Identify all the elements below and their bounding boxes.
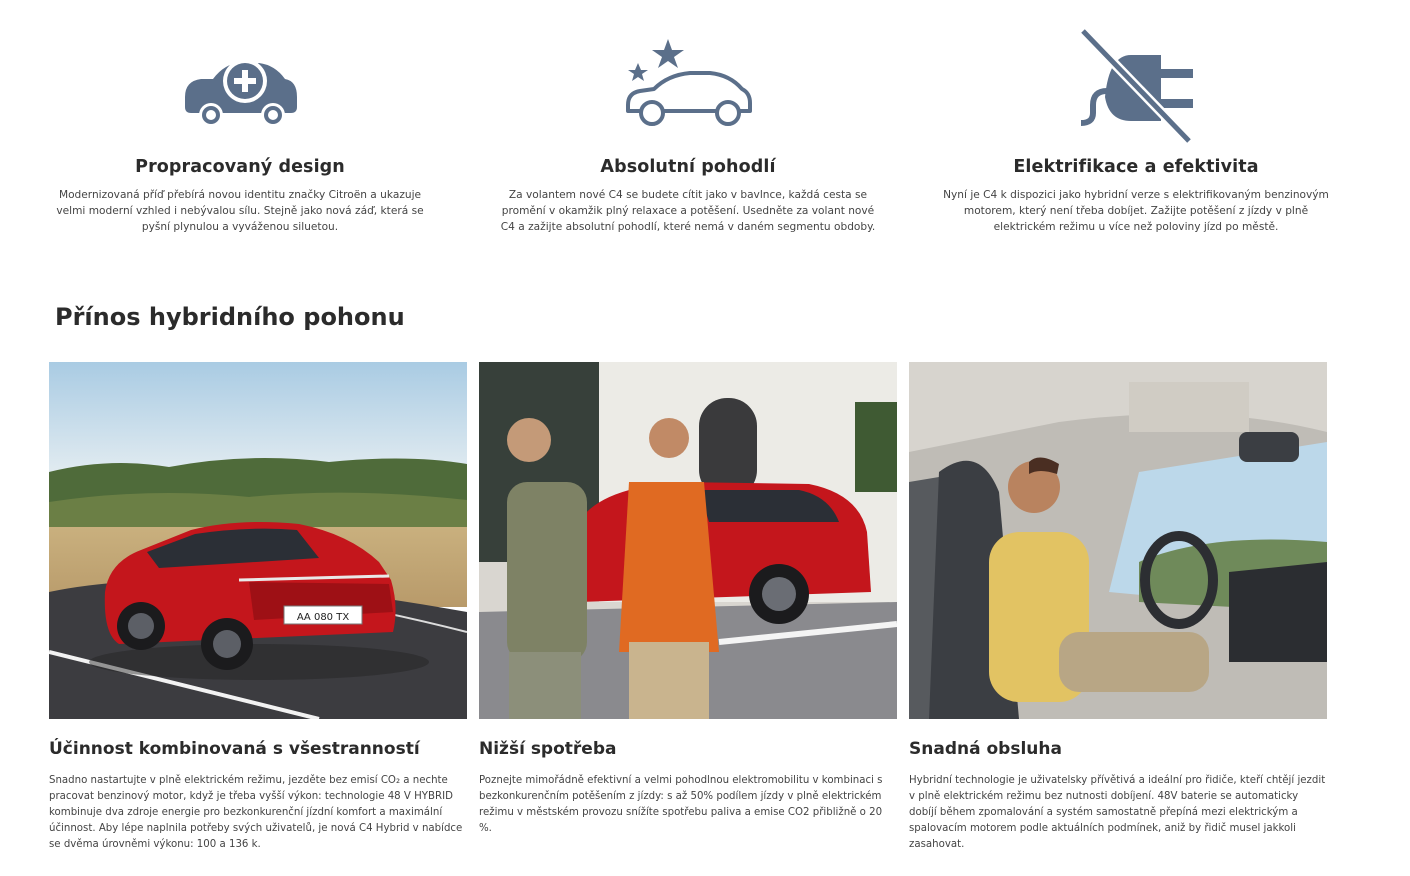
car-plus-icon: [40, 22, 440, 147]
feature-text: Modernizovaná příď přebírá novou identitu značky Citroën a ukazuje velmi moderní vzhled i nebývalou sílu. Stejně jako nová záď, která se pyšní plynulou a vyváženou siluetou.: [56, 189, 424, 233]
card-title: Účinnost kombinovaná s všestranností: [49, 739, 420, 759]
plug-crossed-icon: [936, 22, 1336, 147]
feature-comfort: [488, 22, 888, 235]
feature-title: Elektrifikace a efektivita: [1013, 157, 1259, 177]
license-plate: AA 080 TX: [296, 612, 350, 623]
card-text: Poznejte mimořádně efektivní a velmi pohodlnou elektromobilitu v kombinaci s bezkonkurenčním potěšením z jízdy: s až 50% podílem jízdy v plně elektrickém režimu v městském provozu snížíte spotřebu paliva a emise CO2 přibližně o 20 %.: [479, 775, 883, 834]
photo-red-car-road: [49, 362, 467, 719]
card-title: Nižší spotřeba: [479, 739, 617, 759]
card-title: Snadná obsluha: [909, 739, 1062, 759]
section-title: Přínos hybridního pohonu: [55, 303, 405, 331]
feature-text: Nyní je C4 k dispozici jako hybridní verze s elektrifikovaným benzinovým motorem, který není třeba dobíjet. Zažijte potěšení z jízdy v plně elektrickém režimu u více než poloviny jízd po městě.: [943, 189, 1329, 233]
photo-couple-walking: [479, 362, 897, 719]
card-text: Snadno nastartujte v plně elektrickém režimu, jezděte bez emisí CO₂ a nechte pracovat benzinový motor, když je třeba vyšší výkon: technologie 48 V HYBRID kombinuje dva zdroje energie pro bezkonkurenční jízdní komfort a maximální účinnost. Aby lépe naplnila potřeby svých uživatelů, je nová C4 Hybrid v nabídce se dvěma úrovněmi výkonu: 100 a 136 k.: [49, 775, 463, 850]
hybrid-card-ease: [909, 362, 1327, 853]
hybrid-card-consumption: [479, 362, 897, 837]
hybrid-card-efficiency: [49, 362, 467, 853]
feature-design: [40, 22, 440, 235]
photo-driver-interior: [909, 362, 1327, 719]
feature-title: Absolutní pohodlí: [600, 157, 776, 177]
feature-text: Za volantem nové C4 se budete cítit jako v bavlnce, každá cesta se promění v okamžik plný relaxace a potěšení. Usedněte za volant nové C4 a zažijte absolutní pohodlí, které nemá v daném segmentu obdoby.: [500, 189, 876, 233]
car-stars-icon: [488, 22, 888, 147]
feature-title: Propracovaný design: [135, 157, 345, 177]
card-text: Hybridní technologie je uživatelsky přívětivá a ideální pro řidiče, kteří chtějí jezdit v plně elektrickém režimu bez nutnosti dobíjení. 48V baterie se automaticky dobíjí během zpomalování a systém samostatně přepíná mezi elektrickým a spalovacím motorem podle aktuálních podmínek, aniž by řidič musel jakkoli zasahovat.: [909, 775, 1326, 850]
feature-electrification: [936, 22, 1336, 235]
